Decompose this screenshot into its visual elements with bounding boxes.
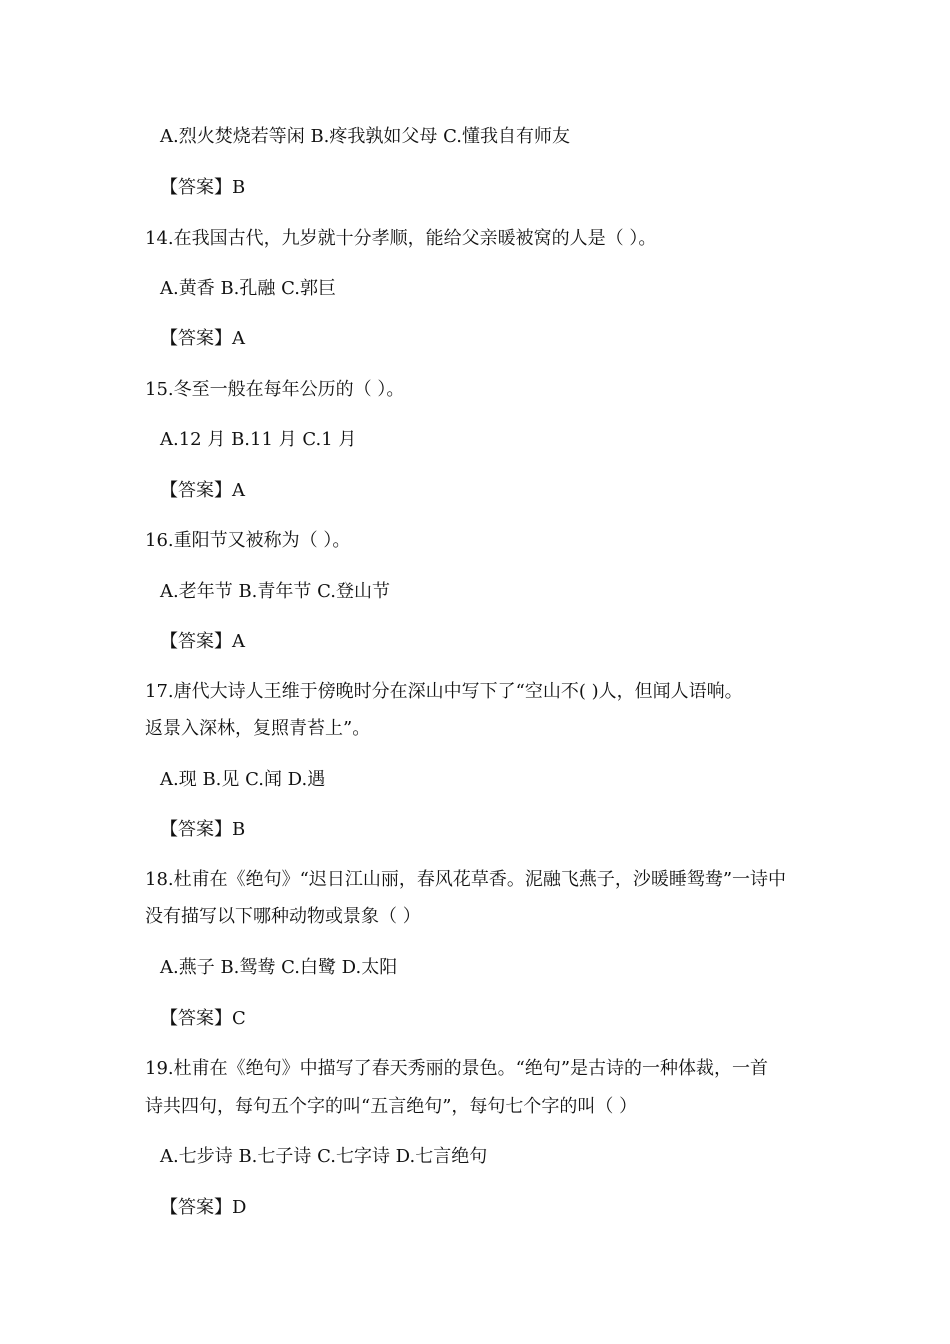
- q17-options: A.现 B.见 C.闻 D.遇: [160, 769, 326, 790]
- q19-answer: 【答案】D: [160, 1197, 247, 1218]
- q17-question-line1: 17.唐代大诗人王维于傍晚时分在深山中写下了“空山不( )人，但闻人语响。: [145, 681, 743, 702]
- q18-answer: 【答案】C: [160, 1008, 246, 1029]
- q16-options: A.老年节 B.青年节 C.登山节: [160, 581, 390, 602]
- q14-answer: 【答案】A: [160, 328, 245, 349]
- q14-options: A.黄香 B.孔融 C.郭巨: [160, 278, 336, 299]
- q16-question: 16.重阳节又被称为（ ）。: [145, 530, 351, 551]
- q13-answer: 【答案】B: [160, 177, 246, 198]
- q19-question-line2: 诗共四句，每句五个字的叫“五言绝句”，每句七个字的叫（ ）: [145, 1096, 638, 1117]
- q18-question-line1: 18.杜甫在《绝句》“迟日江山丽，春风花草香。泥融飞燕子，沙暖睡鸳鸯”一诗中: [145, 869, 787, 890]
- q19-question-line1: 19.杜甫在《绝句》中描写了春天秀丽的景色。“绝句”是古诗的一种体裁，一首: [145, 1058, 769, 1079]
- q13-options: A.烈火焚烧若等闲 B.疼我孰如父母 C.懂我自有师友: [160, 126, 570, 147]
- q17-question-line2: 返景入深林，复照青苔上”。: [145, 718, 371, 739]
- q18-question-line2: 没有描写以下哪种动物或景象（ ）: [145, 906, 421, 927]
- q15-answer: 【答案】A: [160, 480, 245, 501]
- q17-answer: 【答案】B: [160, 819, 246, 840]
- q19-options: A.七步诗 B.七子诗 C.七字诗 D.七言绝句: [160, 1146, 488, 1167]
- q14-question: 14.在我国古代，九岁就十分孝顺，能给父亲暖被窝的人是（ ）。: [145, 228, 657, 249]
- q18-options: A.燕子 B.鸳鸯 C.白鹭 D.太阳: [160, 957, 398, 978]
- q15-question: 15.冬至一般在每年公历的（ ）。: [145, 379, 405, 400]
- q15-options: A.12 月 B.11 月 C.1 月: [160, 429, 357, 450]
- q16-answer: 【答案】A: [160, 631, 245, 652]
